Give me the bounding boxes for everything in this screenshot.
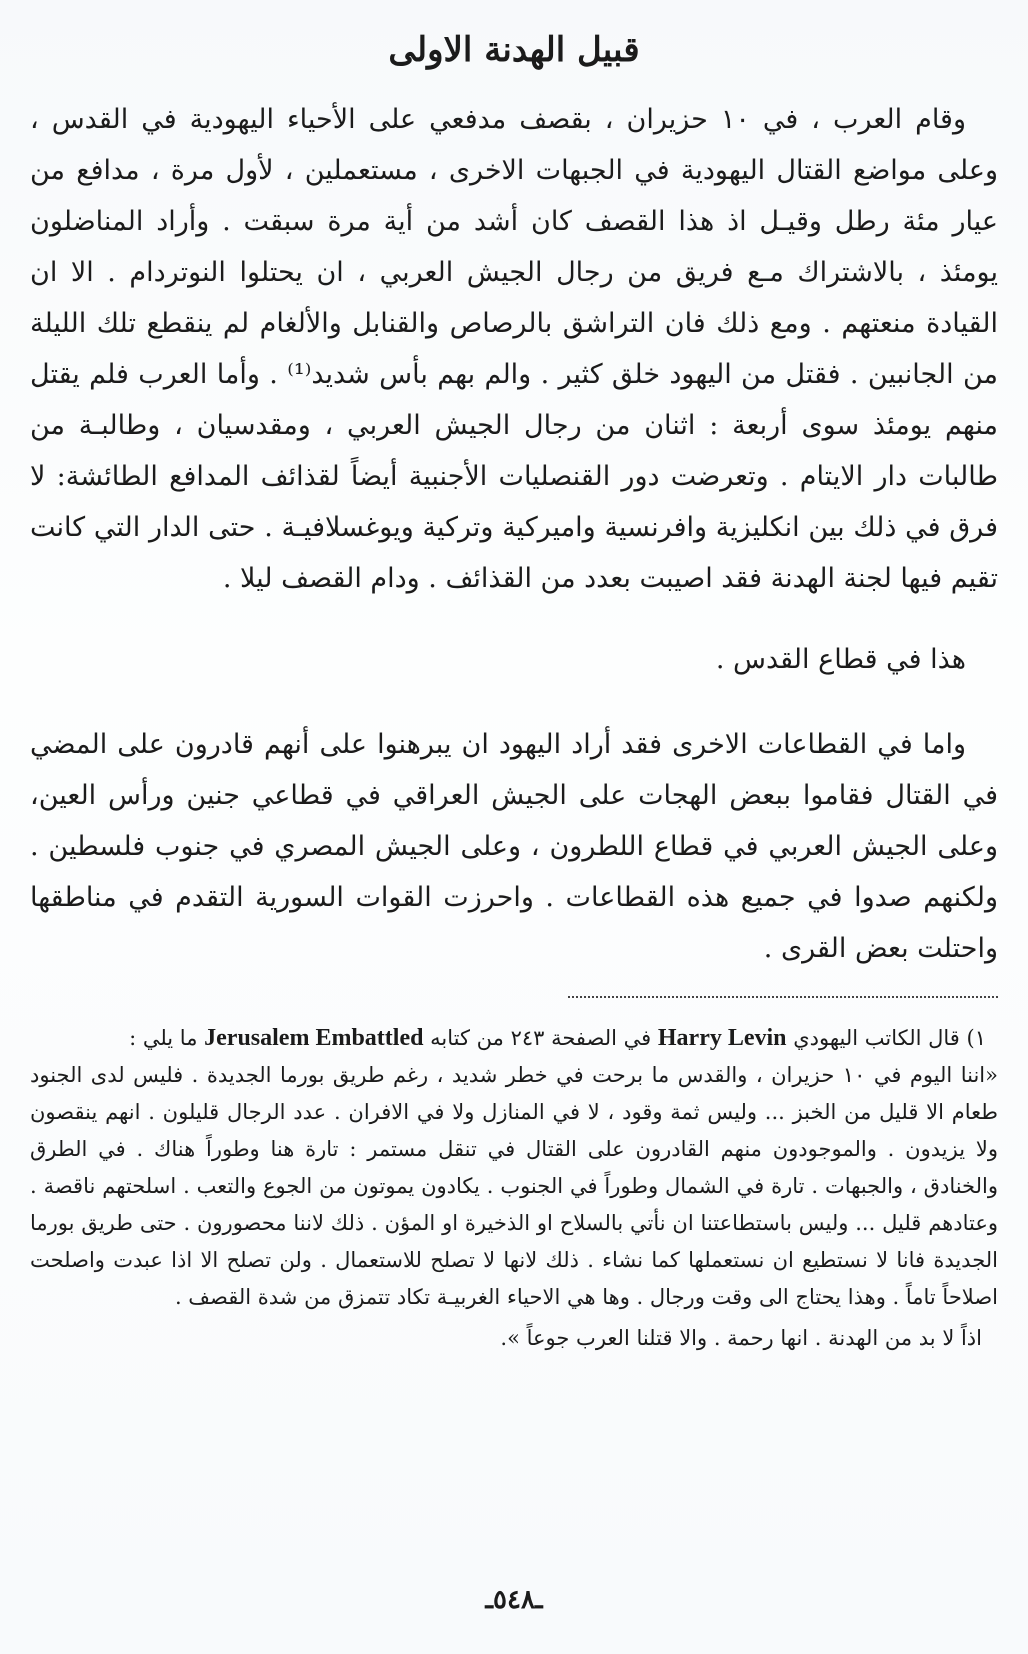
- footnote-divider: [568, 996, 998, 998]
- paragraph-bombardment: وقام العرب ، في ١٠ حزيران ، بقصف مدفعي على الأحياء اليهودية في القدس ، وعلى مواضع القتال اليهودية في الجبهات الاخرى ، مستعملين ، لأول مرة ، مدافع من عيار مئة رطل وقيـل اذ هذا القصف كان أشد من أية مرة سبقت . وأراد المناضلون يومئذ ، بالاشتراك مـع فريق من رجال الجيش العربي ، ان يحتلوا النوتردام . الا ان القيادة منعتهم . ومع ذلك فان التراشق بالرصاص والقنابل والألغام لم ينقطع تلك الليلة من الجانبين . فقتل من اليهود خلق كثير . والم بهم بأس شديد⁽¹⁾ . وأما العرب فلم يقتل منهم يومئذ سوى أربعة : اثنان من رجال الجيش العربي ، ومقدسيان ، وطالبـة من طالبات دار الايتام . وتعرضت دور القنصليات الأجنبية أيضاً لقذائف المدافع الطائشة: لا فرق في ذلك بين انكليزية وافرنسية واميركية وتركية ويوغسلافيـة . حتى الدار التي كانت تقيم فيها لجنة الهدنة فقد اصيبت بعدد من القذائف . ودام القصف ليلا .: [30, 104, 998, 594]
- footnote-author: Harry Levin: [657, 1025, 787, 1051]
- footnote-book-title: Jerusalem Embattled: [204, 1025, 424, 1051]
- page-title: قبيل الهدنة الاولى: [388, 30, 640, 70]
- footnote-quote: «اننا اليوم في ١٠ حزيران ، والقدس ما برحت في خطر شديد ، رغم طريق بورما الجديدة . فليس لدى الجنود طعام الا قليل من الخبز ... وليس ثمة وقود ، لا في المنازل ولا في الافران . عدد الرجال قليلون . انهم ينقصون ولا يزيدون . والموجودون منهم القادرون على القتال في تنقل مستمر : تارة هنا وطوراً هناك . في الطرق والخنادق ، والجبهات . تارة في الشمال وطوراً في الجنوب . يكادون يموتون من الجوع والتعب . اسلحتهم ناقصة . وعتادهم قليل ... وليس باستطاعتنا ان نأتي بالسلاح او الذخيرة او المؤن . ذلك لاننا محصورون . حتى طريق بورما الجديدة فانا لا نستطيع ان نستعملها كما نشاء . ذلك لانها لا تصلح للاستعمال . ولن تصلح الا اذا عبدت واصلحت اصلاحاً تاماً . وهذا يحتاج الى وقت ورجال . وها هي الاحياء الغربيـة تكاد تتمزق من شدة القصف .: [30, 1063, 998, 1309]
- main-text: [30, 94, 998, 974]
- footnote: [30, 1020, 998, 1357]
- footnote-closing: اذاً لا بد من الهدنة . انها رحمة . والا قتلنا العرب جوعاً ».: [500, 1326, 982, 1350]
- footnote-intro-before: ١) قال الكاتب اليهودي: [793, 1026, 986, 1050]
- paragraph-other-sectors: واما في القطاعات الاخرى فقد أراد اليهود ان يبرهنوا على أنهم قادرون على المضي في القتال فقاموا ببعض الهجات على الجيش العراقي في قطاعي جنين ورأس العين، وعلى الجيش العربي في قطاع اللطرون ، وعلى الجيش المصري في جنوب فلسطين . ولكنهم صدوا في جميع هذه القطاعات . واحرزت القوات السورية التقدم في مناطقها واحتلت بعض القرى .: [30, 729, 998, 964]
- footnote-intro-after: ما يلي :: [129, 1026, 198, 1050]
- footnote-intro-middle: في الصفحة ٢٤٣ من كتابه: [430, 1026, 652, 1050]
- footnote-intro: [30, 1020, 998, 1057]
- paragraph-jerusalem-sector: هذا في قطاع القدس .: [715, 644, 966, 675]
- page-number: ـ٥٤٨ـ: [485, 1585, 543, 1615]
